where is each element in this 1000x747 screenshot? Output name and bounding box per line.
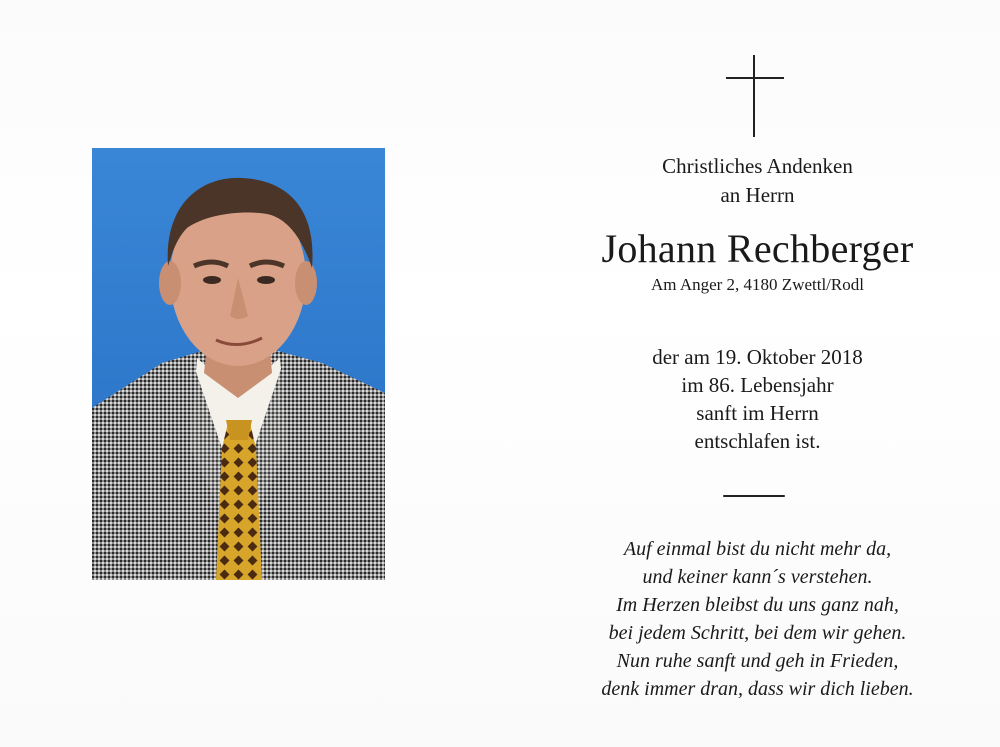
death-line: der am 19. Oktober 2018 bbox=[652, 345, 863, 369]
heading-line: Christliches Andenken bbox=[662, 154, 853, 178]
address: Am Anger 2, 4180 Zwettl/Rodl bbox=[651, 275, 864, 294]
death-line: im 86. Lebensjahr bbox=[681, 373, 834, 397]
poem-line: bei jedem Schritt, bei dem wir gehen. bbox=[608, 622, 907, 644]
poem-line: Auf einmal bist du nicht mehr da, bbox=[623, 538, 892, 560]
death-notice bbox=[560, 343, 955, 455]
heading-line: an Herrn bbox=[720, 183, 795, 207]
divider bbox=[723, 495, 785, 497]
heading bbox=[560, 152, 955, 210]
deceased-name: Johann Rechberger bbox=[601, 226, 914, 271]
poem-line: und keiner kann´s verstehen. bbox=[642, 566, 873, 588]
portrait-illustration bbox=[92, 148, 385, 580]
death-line: entschlafen ist. bbox=[694, 429, 821, 453]
portrait-photo bbox=[92, 148, 385, 580]
poem bbox=[555, 535, 960, 703]
death-line: sanft im Herrn bbox=[696, 401, 819, 425]
poem-line: Nun ruhe sanft und geh in Frieden, bbox=[616, 650, 899, 672]
poem-line: Im Herzen bleibst du uns ganz nah, bbox=[616, 594, 899, 616]
poem-line: denk immer dran, dass wir dich lieben. bbox=[601, 678, 914, 700]
cross-icon bbox=[726, 55, 784, 137]
